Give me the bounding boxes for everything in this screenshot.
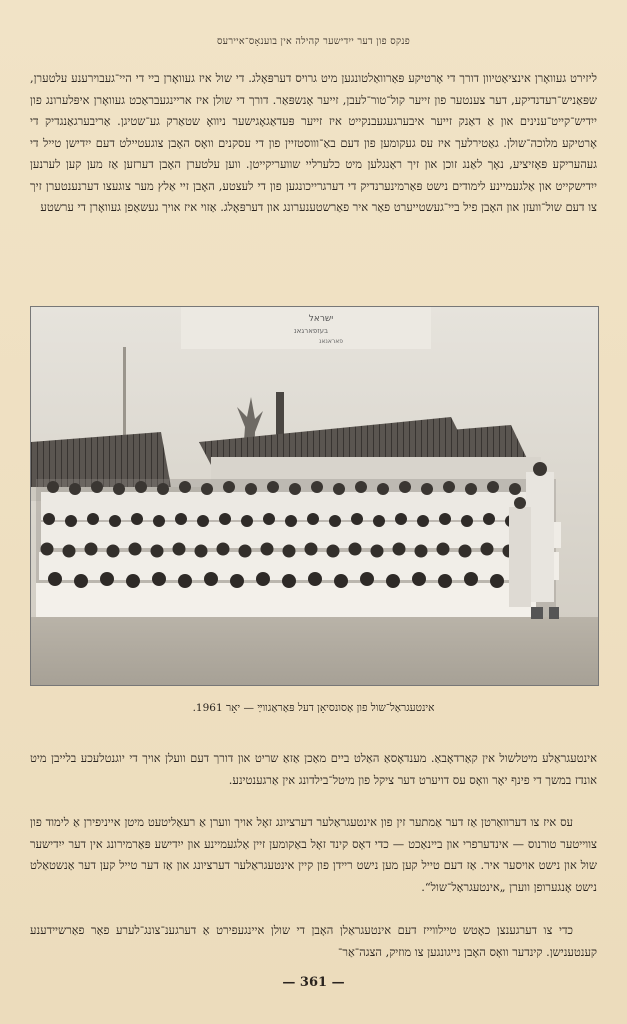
students-group: [36, 462, 561, 619]
class-photo: [30, 306, 599, 686]
photo-caption: אינטעגראַל־שול פון אַסונסיאָן דעל פּאַראַגווײַ — יאָר 1961.: [192, 702, 435, 714]
banner-text-1: ישראל: [308, 314, 334, 324]
paragraph-3: עס איז צו דערוואַרטן אַז דער אַמתער זין פון אינטעגראַלער דערציונג זאָל אויך ווערן אַ רעאַליטעט מיטן אייניפירן אַ לימוד פון צווייטער טורנוס — אינדערפרי און ביינאַכט — כדי דאָס קינד זאָל באַקומען זיין אַלגעמיינע און ייִדישע פּאַרמירונג אין דער ייִדישער שול און נישט אויסער איר. אַז דעם טייל קען מען נישט ריידן פון קיין אינטעגראַלער דערציונג און אַז דער טייל קען דער אַנשטאַלט נישט אָנגערופן ווערן „אינטעגראַל־שול“.: [30, 815, 597, 894]
banner-text-2: בעזפארגאנ: [293, 327, 329, 335]
running-head: פנקס פון דער ייִדישער קהילה אין בוענאָס־איירעס: [216, 36, 411, 47]
paragraph-2: אינטעגראַלע מיטלשול אין קאַרדאָבאַ. מענדאָסאַ האַלט ביים מאַכן אַזאַ שריט און דורך דעם וועלן אויך די יוגנטלעכע בלייבן מיט אונדז במשך די פינף יאָר וואָס עס דויערט דער ציקל פון מיטל־בילדונג אין אַרגענטינע.: [30, 751, 597, 787]
paragraph-4: כדי צו דערגענצן כאָטש טיילווייז דעם אינטעגראַלן האָבן די שולן איינגעפירט אַ דערגענ־צונג־לערע פאַר פאַרשיידענע קענטענישן. קינדער וואָס האָבן נייגונגען צו מוזיק, הצגה־אַר־: [30, 923, 597, 959]
paragraph-1: ליזירט געוואָרן אינציאַטיוון דורך די אָרטיקע פּאַרוואַלטונגען מיט גרויס דערפּאָלג. די שול איז געוואָרן ביי די היי־געבוירענע עלטערן, שפּאַניש־רעדנדיקע, דער צענטער פון זייער קול־טור־לעבן, זייער אָנשפּאַר. דורך די שולן איז אריינגעבראַכט געוואָרן איפּלערונג פון ייִדיש־קייט־ענינים און אַ דאַנק זייער איבערגעגעבנקייט איז זייער פּעדאַגאָגישער ניוואָ שטאַרק גע־שטיגן. אַריבערגאַנגדיק די אָרטיקע מלוכה־שולן. גאַטירלעך איז עס געקומען פון דעם באַ־וווסטזיין פון די עסקנים וואָס האָבן צוגעטיילט דעם ייִדישן טייל די געהעריקע פּאָזיציע, נאָך לאַנג זוכן און זיך ראַנגלען מיט כלערליי שוועריקייטן. ווען עלטערן האָבן דערזען אַז מען קען לערנען ייִדישקייט און אַלגעמיינע לימודים נישט פּאַרמינערנדיק די דערגרייכונגען פון די לעצטע, האָבן זיי אַלץ מער צוגעצו דערנענטערן זיך צו דעם שול־וועזן און האָבן פיל ביי־געשטייערט פאַר איר פאַרשטענערונג און דערפּאָלג. אַזוי איז אויך געשאַפן געוואָרן די ערשטע: [30, 71, 597, 214]
banner-text-3: פאראנאנ: [319, 338, 343, 345]
page-number: — 361 —: [282, 975, 345, 990]
